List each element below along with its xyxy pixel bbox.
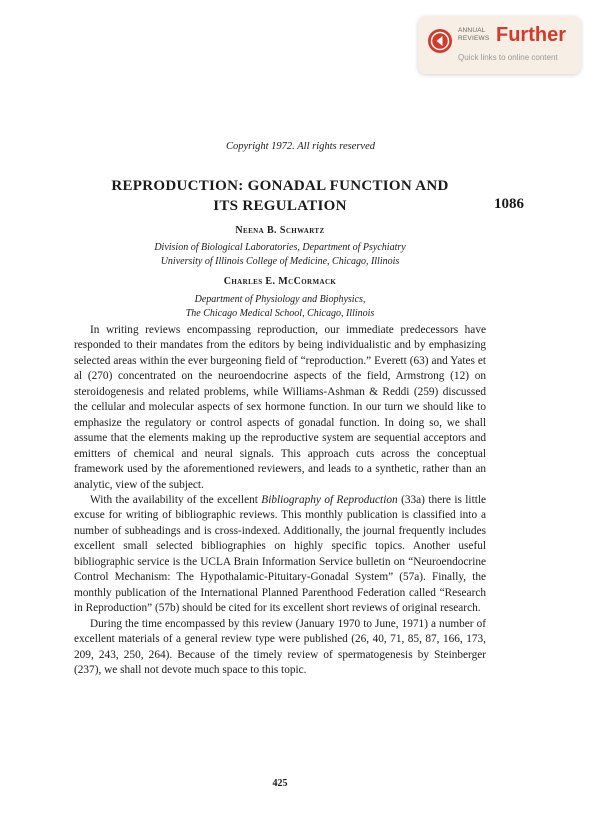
affiliation-1-line-2: University of Illinois College of Medicine, Chicago, Illinois: [160, 256, 400, 267]
title-line-2: ITS REGULATION: [213, 198, 347, 214]
copyright-notice: Copyright 1972. All rights reserved: [225, 141, 376, 152]
paragraph-2-rest: (33a) there is little excuse for writing of bibliographic reviews. This monthly publication is classified into a number of subheadings and is cross-indexed. Additionally, the journal frequently includes excellent small selected bibliographies on highly specific topics. Another useful bibliographic service is the UCLA Brain Information Service bulletin on “Neuroendocrine Control Mechanism: The Hypothalamic-Pituitary-Gonadal System” (57a). Finally, the monthly publication of the International Planned Parenthood Federation called “Research in Reproduction” (57b) should be cited for its excellent short reviews of original research.: [74, 493, 486, 615]
bibliography-title: Bibliography of Reproduction: [261, 493, 398, 506]
affiliation-1: [0, 241, 560, 269]
paragraph-2: [74, 493, 486, 617]
affiliation-2-line-2: The Chicago Medical School, Chicago, Illinois: [185, 308, 375, 319]
author-2: Charles E. McCormack: [223, 276, 337, 287]
paragraph-1: In writing reviews encompassing reproduction, our immediate predecessors have responded to their mandates from the editors by being individualistic and by emphasizing selected areas within the ever burgeoning field of “reproduction.” Everett (63) and Yates et al (270) concentrated on the neuroendocrine aspects of the field, Armstrong (12) on steroidogenesis and related problems, while Williams-Ashman & Reddi (259) discussed the cellular and molecular aspects of sex hormone function. In our turn we should like to emphasize the regulatory or control aspects of gonadal function. In doing so, we shall assume that the elements making up the reproductive system are sequential acceptors and emitters of chemical and neural signals. This approach cuts across the conceptual framework used by the aforementioned reviewers, and leads to a synthetic, rather than an analytic, view of the subject.: [74, 324, 486, 491]
article-number: 1086: [494, 196, 524, 212]
banner-annual: ANNUAL: [458, 27, 486, 34]
affiliation-2-line-1: Department of Physiology and Biophysics,: [194, 294, 366, 305]
further-banner[interactable]: [418, 16, 581, 74]
banner-further-label: Further: [496, 24, 566, 46]
further-logo-icon: [427, 28, 453, 54]
paragraph-2-start: With the availability of the excellent: [90, 493, 262, 506]
banner-annual-reviews: [458, 27, 489, 42]
paragraph-3: During the time encompassed by this review (January 1970 to June, 1971) a number of excellent materials of a general review type were published (26, 40, 71, 85, 87, 166, 173, 209, 243, 250, 264). Because of the timely review of spermatogenesis by Steinberger (237), we shall not devote much space to this topic.: [74, 617, 486, 676]
affiliation-1-line-1: Division of Biological Laboratories, Department of Psychiatry: [154, 242, 406, 253]
author-1: Neena B. Schwartz: [235, 225, 325, 236]
article-body: [74, 323, 486, 678]
article-title: [80, 176, 480, 216]
banner-reviews: REVIEWS: [458, 34, 490, 42]
banner-subtitle: Quick links to online content: [458, 53, 558, 62]
title-line-1: REPRODUCTION: GONADAL FUNCTION AND: [111, 178, 449, 194]
affiliation-2: [0, 293, 560, 321]
page-number: 425: [272, 778, 288, 789]
